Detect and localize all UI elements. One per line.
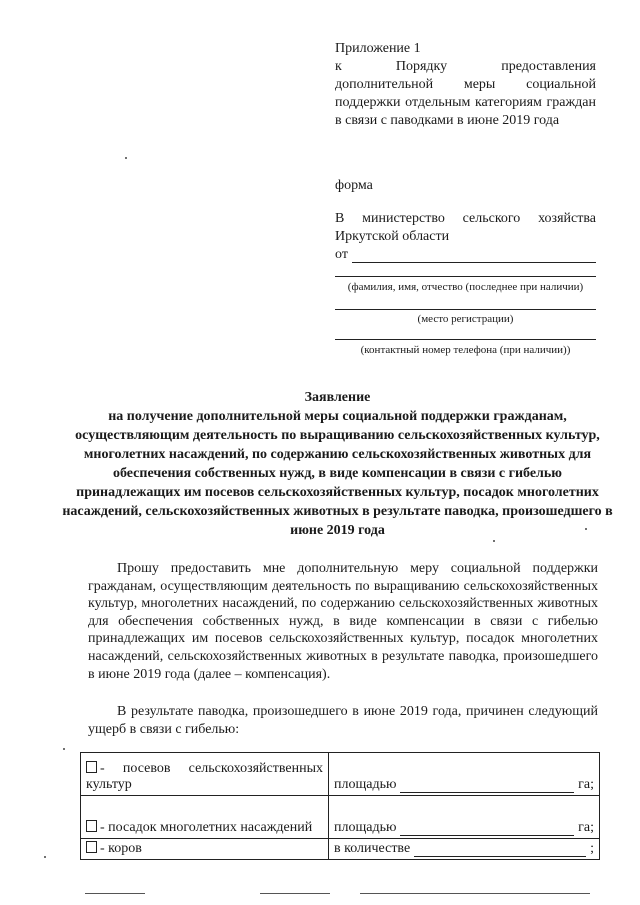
damage-measure-cell [329,839,600,860]
scan-speck [63,748,65,750]
measure-label: в количестве [334,841,411,856]
measure-label: площадью [334,777,397,792]
cows-checkbox[interactable] [86,841,97,853]
plantings-checkbox[interactable] [86,820,97,832]
registration-line[interactable] [335,309,596,310]
scan-speck [44,856,46,858]
measure-label: площадью [334,820,397,835]
statement-subtitle: на получение дополнительной меры социальной поддержки гражданам, осуществляющим деятельность по выращиванию сельскохозяйственных культур, многолетних насаждений, по содержанию сельскохозяйственных животных для обеспечения собственных нужд, в виде компенсации в связи с гибелью принадлежащих им посевов сельскохозяйственных культур, посадок многолетних насаждений, сельскохозяйственных животных в результате паводка, произошедшего в июне 2019 года [62,409,613,538]
unit-label: га; [578,777,594,792]
scan-speck [493,540,495,542]
plantings-label: - посадок многолетних насаждений [100,820,313,835]
appendix-heading: Приложение 1 [335,41,421,56]
from-label: от [335,247,348,262]
next-row-edge [260,893,330,894]
damage-item-cell [81,796,329,839]
table-row [81,753,600,796]
crops-checkbox[interactable] [86,761,97,773]
statement-title: Заявление [304,390,371,405]
unit-label: га; [578,820,594,835]
plantings-area-field[interactable] [400,823,574,836]
damage-item-cell [81,839,329,860]
table-row [81,839,600,860]
from-row [335,247,596,263]
phone-line[interactable] [335,339,596,340]
table-row [81,796,600,839]
form-label: форма [335,178,373,193]
appendix-text: к Порядку предоставления дополнительной меры социальной поддержки отдельным категориям граждан в связи с паводками в июне 2019 года [335,59,596,128]
damage-table [80,752,600,860]
phone-caption: (контактный номер телефона (при наличии)) [360,344,571,356]
appendix-block [335,40,596,130]
unit-label: ; [590,841,594,856]
next-row-edge [85,893,145,894]
damage-measure-cell [329,796,600,839]
name-caption: (фамилия, имя, отчество (последнее при наличии) [347,281,584,293]
cows-count-field[interactable] [414,844,586,857]
cows-label: - коров [100,841,142,856]
request-paragraph: Прошу предоставить мне дополнительную меру социальной поддержки гражданам, осуществляющим деятельность по выращиванию сельскохозяйственных культур, многолетних насаждений, по содержанию сельскохозяйственных животных для обеспечения собственных нужд, в виде компенсации в связи с гибелью принадлежащих им посевов сельскохозяйственных культур, посадок многолетних насаждений, сельскохозяйственных животных в результате паводка, произошедшего в июне 2019 года (далее – компенсация). [88,561,598,682]
damage-measure-cell [329,753,600,796]
registration-caption: (место регистрации) [417,313,514,325]
crops-area-field[interactable] [400,780,574,793]
scan-speck [125,157,127,159]
crops-label: - посевов сельскохозяйственных культур [86,761,323,792]
addressee: В министерство сельского хозяйства Иркутской области [335,211,596,244]
next-row-edge [360,893,590,894]
statement-title-block [60,388,615,540]
applicant-name-field[interactable] [352,248,596,263]
damage-intro-paragraph: В результате паводка, произошедшего в июне 2019 года, причинен следующий ущерб в связи с гибелью: [88,704,598,737]
name-continuation-line[interactable] [335,276,596,277]
damage-item-cell [81,753,329,796]
